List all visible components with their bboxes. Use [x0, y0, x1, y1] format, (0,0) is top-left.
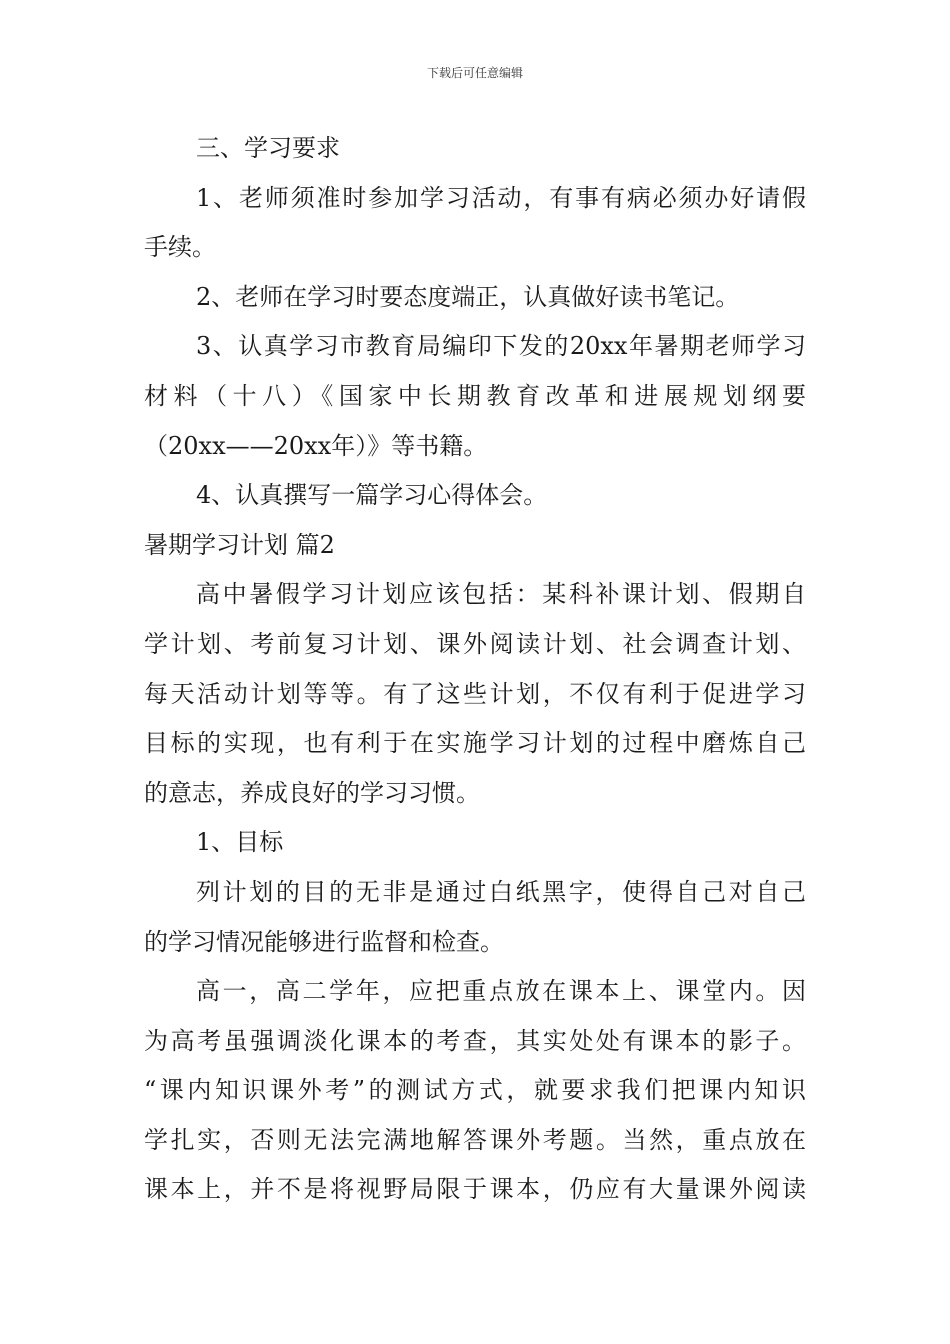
text-line: 三、学习要求: [196, 134, 340, 162]
text-line: 3、认真学习市教育局编印下发的20xx年暑期老师学习: [196, 332, 806, 361]
text-line: 的学习情况能够进行监督和检查。: [144, 927, 504, 956]
text-line: 材料（十八）《国家中长期教育改革和进展规划纲要: [144, 381, 806, 410]
text-line: 高中暑假学习计划应该包括：某科补课计划、假期自: [196, 580, 806, 609]
text-line: 的意志，养成良好的学习习惯。: [144, 778, 480, 807]
text-line: 4、认真撰写一篇学习心得体会。: [196, 481, 548, 510]
text-line: 列计划的目的无非是通过白纸黑字，使得自己对自己: [196, 877, 806, 906]
text-line: 每天活动计划等等。有了这些计划，不仅有利于促进学习: [144, 679, 806, 708]
text-line: “课内知识课外考”的测试方式，就要求我们把课内知识: [144, 1076, 806, 1105]
text-line: 目标的实现，也有利于在实施学习计划的过程中磨炼自己: [144, 729, 806, 758]
text-line: 1、老师须准时参加学习活动，有事有病必须办好请假: [196, 183, 806, 212]
document-body: [144, 124, 806, 1215]
text-line: 学计划、考前复习计划、课外阅读计划、社会调查计划、: [144, 629, 806, 658]
text-line: 高一，高二学年，应把重点放在课本上、课堂内。因: [196, 977, 806, 1006]
text-line: 课本上，并不是将视野局限于课本，仍应有大量课外阅读: [144, 1175, 806, 1204]
text-line: 1、目标: [196, 828, 284, 857]
text-line: 为高考虽强调淡化课本的考查，其实处处有课本的影子。: [144, 1026, 806, 1055]
text-line: （20xx——20xx年）》等书籍。: [144, 431, 488, 460]
section-heading: 暑期学习计划 篇2: [144, 530, 335, 559]
text-line: 手续。: [144, 233, 216, 262]
text-line: 学扎实，否则无法完满地解答课外考题。当然，重点放在: [144, 1125, 806, 1154]
text-line: 2、老师在学习时要态度端正，认真做好读书笔记。: [196, 282, 740, 311]
page-header: 下载后可任意编辑: [426, 66, 523, 80]
